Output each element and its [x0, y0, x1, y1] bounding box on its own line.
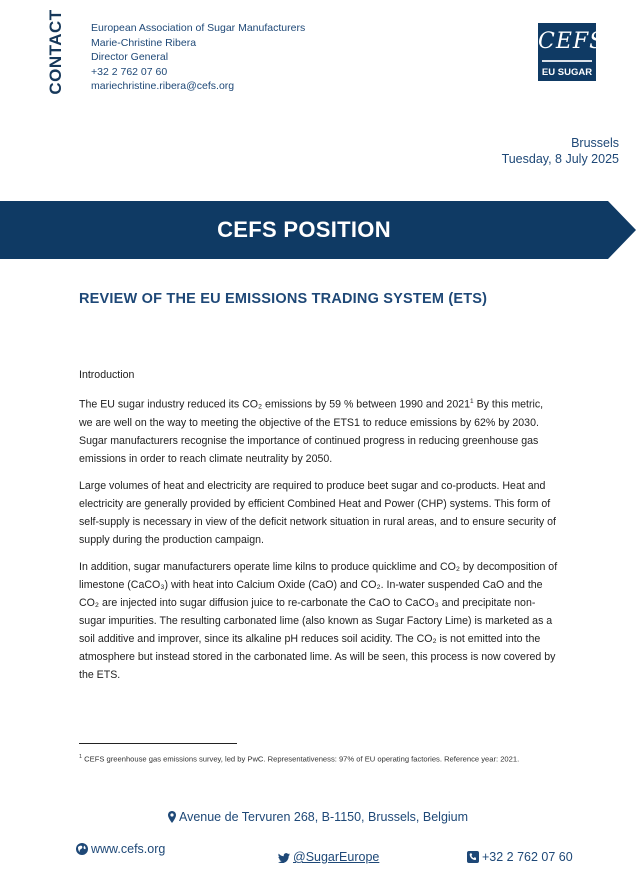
contact-label: CONTACT: [46, 9, 65, 95]
website-link[interactable]: [76, 842, 165, 856]
logo-subtext: EU SUGAR: [541, 67, 593, 78]
city: Brussels: [571, 136, 619, 150]
twitter-bird-icon: [278, 853, 290, 863]
phone-link[interactable]: [467, 850, 573, 864]
phone-icon: [467, 851, 479, 863]
contact-role: Director General: [91, 51, 169, 63]
footnote-text: CEFS greenhouse gas emissions survey, led by PwC. Representativeness: 97% of EU operating factories. Reference year: 2021.: [82, 754, 520, 764]
contact-phone: +32 2 762 07 60: [91, 65, 168, 78]
contact-organization: European Association of Sugar Manufacturers: [91, 22, 306, 34]
footnote-divider: [79, 743, 237, 744]
contact-email[interactable]: mariechristine.ribera@cefs.org: [91, 80, 235, 92]
cefs-logo: [538, 23, 606, 81]
website-text[interactable]: www.cefs.org: [91, 842, 166, 856]
date: Tuesday, 8 July 2025: [501, 152, 619, 166]
logo-divider: [542, 60, 592, 62]
position-banner: [0, 201, 636, 259]
address-text: Avenue de Tervuren 268, B-1150, Brussels, Belgium: [178, 810, 469, 824]
paragraph-1: [79, 393, 559, 468]
location-pin-icon: [168, 811, 176, 823]
contact-block: [91, 21, 305, 94]
paragraph-3: In addition, sugar manufacturers operate lime kilns to produce quicklime and CO₂ by decomposition of limestone (CaCO₃) with heat into Calcium Oxide (CaO) and CO₂. In-water suspended CaO and the CO₂ are injected into sugar diffusion juice to re-carbonate the CaO to CaCO₃ and precipitate non-sugar impurities. The resulting carbonated lime (also known as Sugar Factory Lime) is marketed as a soil additive and improver, since its alkaline pH reduces soil acidity. The CO₂ is not emitted into the atmosphere but instead stored in the carbonated lime. As will be seen, this process is now covered by the ETS.: [79, 560, 558, 681]
banner-title: CEFS POSITION: [217, 217, 391, 242]
place-date: [502, 135, 619, 167]
footnote-number: 1: [79, 754, 83, 760]
section-heading: Introduction: [79, 369, 135, 381]
footnote: [79, 752, 549, 765]
globe-icon: [76, 843, 88, 855]
paragraph-1-text-a: The EU sugar industry reduced its CO₂ emissions by 59 % between 1990 and 2021: [79, 398, 471, 411]
phone-text[interactable]: +32 2 762 07 60: [482, 850, 573, 864]
paragraph-1-text-b: By this metric, we are well on the way to meeting the objective of the ETS1 to reduce emissions by 62% by 2030. Sugar manufacturers recognise the importance of continued progress in reducing greenhouse gas emissions in order to reach climate neutrality by 2050.: [79, 398, 544, 465]
document-body: [79, 366, 559, 693]
logo-text: CEFS: [538, 29, 606, 54]
paragraph-2: Large volumes of heat and electricity are required to produce beet sugar and co-products. Heat and electricity are generally provided by efficient Combined Heat and Power (CHP) systems. This form of self-supply is necessary in view of the deficit network situation in rural areas, and to ensure security of supply during the production campaign.: [79, 479, 556, 546]
document-title: REVIEW OF THE EU EMISSIONS TRADING SYSTEM (ETS): [79, 291, 488, 307]
footnote-marker[interactable]: 1: [470, 398, 474, 405]
contact-name: Marie-Christine Ribera: [91, 36, 197, 49]
twitter-link[interactable]: [278, 850, 379, 864]
twitter-handle[interactable]: @SugarEurope: [293, 850, 380, 864]
footer-address: [0, 810, 636, 824]
